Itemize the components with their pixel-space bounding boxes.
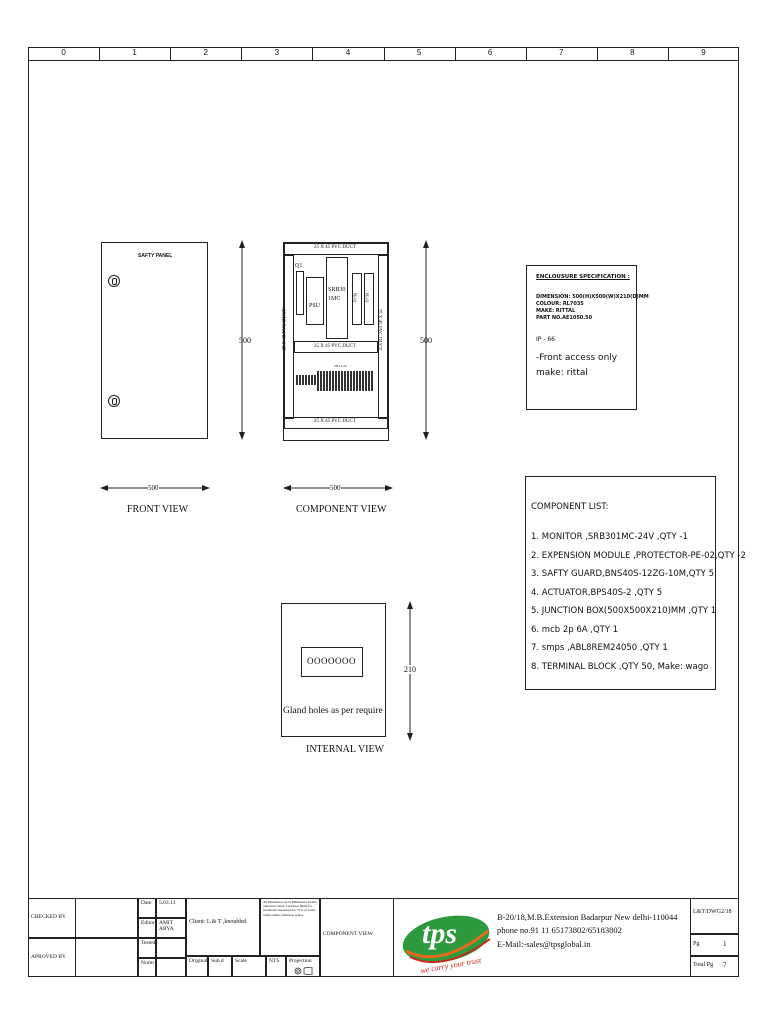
- component-list-heading: COMPONENT LIST:: [531, 502, 609, 512]
- mcb-q1: [296, 271, 304, 315]
- terminal: [368, 371, 370, 391]
- logo-text: tps: [422, 917, 458, 950]
- pg-cell: [690, 934, 739, 956]
- projection-symbol-icon: [293, 967, 313, 975]
- terminal: [344, 371, 346, 391]
- duct-bottom-label: 25 X 45 PVC DUCT: [314, 419, 356, 424]
- component-list-item: 7. smps ,ABL8REM24050 ,QTY 1: [531, 643, 668, 653]
- terminal-block-row: [296, 371, 376, 395]
- view-name: COMPONENT VIEW: [323, 931, 373, 937]
- editor-label: Editor: [141, 920, 155, 926]
- company-email: E-Mail:-sales@tpsglobal.in: [497, 939, 591, 949]
- internal-depth-label: 210: [404, 665, 416, 674]
- date-value: 5.03.13: [159, 900, 176, 906]
- terminal: [305, 375, 307, 385]
- projection-label: Projection: [289, 958, 312, 964]
- scale-label: Scale: [235, 958, 247, 964]
- component-list-items: [531, 528, 746, 676]
- component-list-item: 2. EXPENSION MODULE ,PROTECTOR-PE-02,QTY -2: [531, 550, 746, 561]
- front-view-title: FRONT VIEW: [127, 504, 189, 515]
- tolerance-note: All Dimension are in Millimeters Unless otherwise stated. Tolerance limits for parameters measured are +5% of stated values unless otherwise stated.: [263, 900, 317, 917]
- terminal: [335, 371, 337, 391]
- component-list-item: 5. JUNCTION BOX(500X500X210)MM ,QTY 1: [531, 606, 717, 616]
- terminal: [326, 371, 328, 391]
- terminal: [320, 371, 322, 391]
- ruler-label: 4: [345, 48, 351, 57]
- ruler-label: 2: [203, 48, 208, 57]
- editor-label-cell: [138, 918, 156, 938]
- terminal: [308, 375, 310, 385]
- terminal: [371, 371, 373, 391]
- terminal: [314, 375, 316, 385]
- ruler-label: 1: [132, 48, 137, 57]
- view-name-cell: [320, 898, 394, 977]
- total-pg-value: 7: [723, 961, 727, 969]
- date-label: Date: [141, 900, 152, 906]
- terminal: [332, 371, 334, 391]
- module1-label: PE-02: [352, 292, 358, 303]
- duct-left-label: 25 X 45 PVC DUCT: [282, 308, 288, 351]
- ruler-label: 5: [416, 48, 422, 57]
- lock-icon: [108, 395, 120, 407]
- ruler-tick: [241, 47, 242, 61]
- pg-value: 1: [723, 940, 727, 948]
- ruler-label: 3: [274, 48, 280, 57]
- sub-label: Sub.d: [211, 958, 224, 964]
- scale-label-cell: [232, 956, 266, 977]
- logo-tagline: we carry your trust: [419, 955, 482, 976]
- note-cell: [260, 898, 320, 956]
- date-value-cell: [156, 898, 186, 918]
- tested-value-cell: [156, 938, 186, 958]
- component-list-box: [525, 476, 746, 690]
- approved-by-cell: [28, 938, 138, 977]
- company-address: B-20/18,M.B.Extension Badarpur New delhi-110044: [497, 912, 678, 922]
- srb-label: SRB30: [328, 287, 346, 293]
- editor-value: AMIT ARYA: [159, 920, 174, 932]
- ruler-tick: [312, 47, 313, 61]
- terminal: [341, 371, 343, 391]
- norm-value-cell: [156, 958, 186, 977]
- tested-label: Tested: [141, 940, 156, 946]
- editor-value-cell: [156, 918, 186, 938]
- spec-ip: IP - 66: [536, 336, 556, 343]
- spec-dimension: DIMENSION: 500(H)X500(W)X210(D)MM: [536, 294, 649, 300]
- terminal: [302, 375, 304, 385]
- approved-by-label: APROVED BY: [31, 954, 66, 960]
- scale-value-cell: [266, 956, 286, 977]
- spec-make: MAKE: RITTAL: [536, 308, 576, 314]
- component-list-item: 6. mcb 2p 6A ,QTY 1: [531, 624, 619, 635]
- internal-view-title: INTERNAL VIEW: [306, 744, 385, 755]
- ruler-label: 7: [559, 48, 564, 57]
- norm-label: Norm: [141, 960, 154, 966]
- terminal: [347, 371, 349, 391]
- divider: [75, 898, 76, 977]
- internal-view-panel: [281, 603, 386, 737]
- total-pg-cell: [690, 956, 739, 977]
- ruler-tick: [455, 47, 456, 61]
- ruler-tick: [170, 47, 171, 61]
- terminal: [359, 371, 361, 391]
- terminal: [296, 375, 298, 385]
- terminal: [362, 371, 364, 391]
- total-pg-label: Total Pg: [693, 962, 714, 968]
- terminal: [311, 375, 313, 385]
- norm-label-cell: [138, 958, 156, 977]
- ruler-label: 8: [630, 48, 635, 57]
- q1-label: Q1: [295, 263, 303, 269]
- client-cell: [186, 898, 260, 956]
- company-logo: [396, 901, 494, 975]
- ruler-tick: [526, 47, 527, 61]
- tested-label-cell: [138, 938, 156, 958]
- terminal: [356, 371, 358, 391]
- terminal: [338, 371, 340, 391]
- ruler-tick: [597, 47, 598, 61]
- component-width-label: 500: [330, 484, 341, 492]
- terminal: [350, 371, 352, 391]
- srb-label-2: 1MC: [328, 296, 341, 302]
- duct-top-label: 25 X 45 PVC DUCT: [314, 245, 356, 250]
- terminal: [299, 375, 301, 385]
- ruler-label: 9: [701, 48, 706, 57]
- scale-value: NTS: [269, 958, 280, 964]
- component-list-item: 8. TERMINAL BLOCK ,QTY 50, Make: wago: [531, 661, 709, 672]
- company-phone: phone no.91 11 65173802/65183802: [497, 925, 622, 935]
- component-list-item: 1. MONITOR ,SRB301MC-24V ,QTY -1: [531, 532, 688, 542]
- ruler-label: 0: [61, 48, 66, 57]
- pg-label: Pg: [693, 941, 700, 947]
- front-height-label: 500: [239, 336, 251, 345]
- original-label: Original: [189, 958, 208, 964]
- terminal: [323, 371, 325, 391]
- spec-make-note: make: rittal: [536, 368, 588, 378]
- spec-colour: COLOUR: RL7035: [536, 301, 584, 307]
- enclosure-spec-box: [526, 265, 649, 410]
- component-view-panel: [283, 242, 389, 441]
- date-label-cell: [138, 898, 156, 918]
- duct-right-label: 25 X 45 PVC DUCT: [376, 308, 382, 351]
- panel-label: SAFTY PANEL: [138, 253, 173, 259]
- ruler-tick: [384, 47, 385, 61]
- ruler-tick: [99, 47, 100, 61]
- original-cell: [186, 956, 208, 977]
- module2-label: PE-02: [364, 292, 370, 303]
- ruler-label: 6: [487, 48, 493, 57]
- projection-cell: [286, 956, 320, 977]
- terminal: [317, 371, 319, 391]
- front-view-panel: [101, 242, 208, 439]
- spec-heading: ENCLOUSURE SPECIFICATION :: [536, 274, 630, 280]
- psu-block: [306, 277, 324, 325]
- terminal: [365, 371, 367, 391]
- drawing-no-cell: [690, 898, 739, 934]
- terminal: [353, 371, 355, 391]
- lock-icon: [108, 275, 120, 287]
- front-width-label: 500: [148, 484, 159, 492]
- spec-front-access: -Front access only: [536, 353, 618, 363]
- component-list-item: 3. SAFTY GUARD,BNS40S-12ZG-10M,QTY 5: [531, 569, 714, 579]
- sub-cell: [208, 956, 232, 977]
- terminal: [329, 371, 331, 391]
- grid-ruler: [28, 47, 739, 61]
- gland-note: Gland holes as per require: [283, 706, 383, 716]
- component-list-item: 4. ACTUATOR,BPS40S-2 ,QTY 5: [531, 587, 663, 598]
- drawing-no: L&T/DWG2/18: [693, 909, 732, 915]
- ruler-tick: [668, 47, 669, 61]
- component-height-label: 500: [420, 336, 432, 345]
- client-text: Client: L & T ,knoubhel: [189, 919, 247, 925]
- spec-part-no: PART NO.AE1050.50: [536, 315, 593, 321]
- checked-by-cell: [28, 898, 138, 938]
- duct-mid-label: 25 X 45 PVC DUCT: [314, 344, 356, 349]
- gland-holes: OOOOOOO: [307, 656, 356, 666]
- checked-by-label: CHECKED BY: [31, 914, 66, 920]
- psu-label: PSU: [309, 303, 321, 309]
- component-view-title: COMPONENT VIEW: [296, 504, 387, 515]
- terminal-label: TB1-L41: [334, 364, 348, 368]
